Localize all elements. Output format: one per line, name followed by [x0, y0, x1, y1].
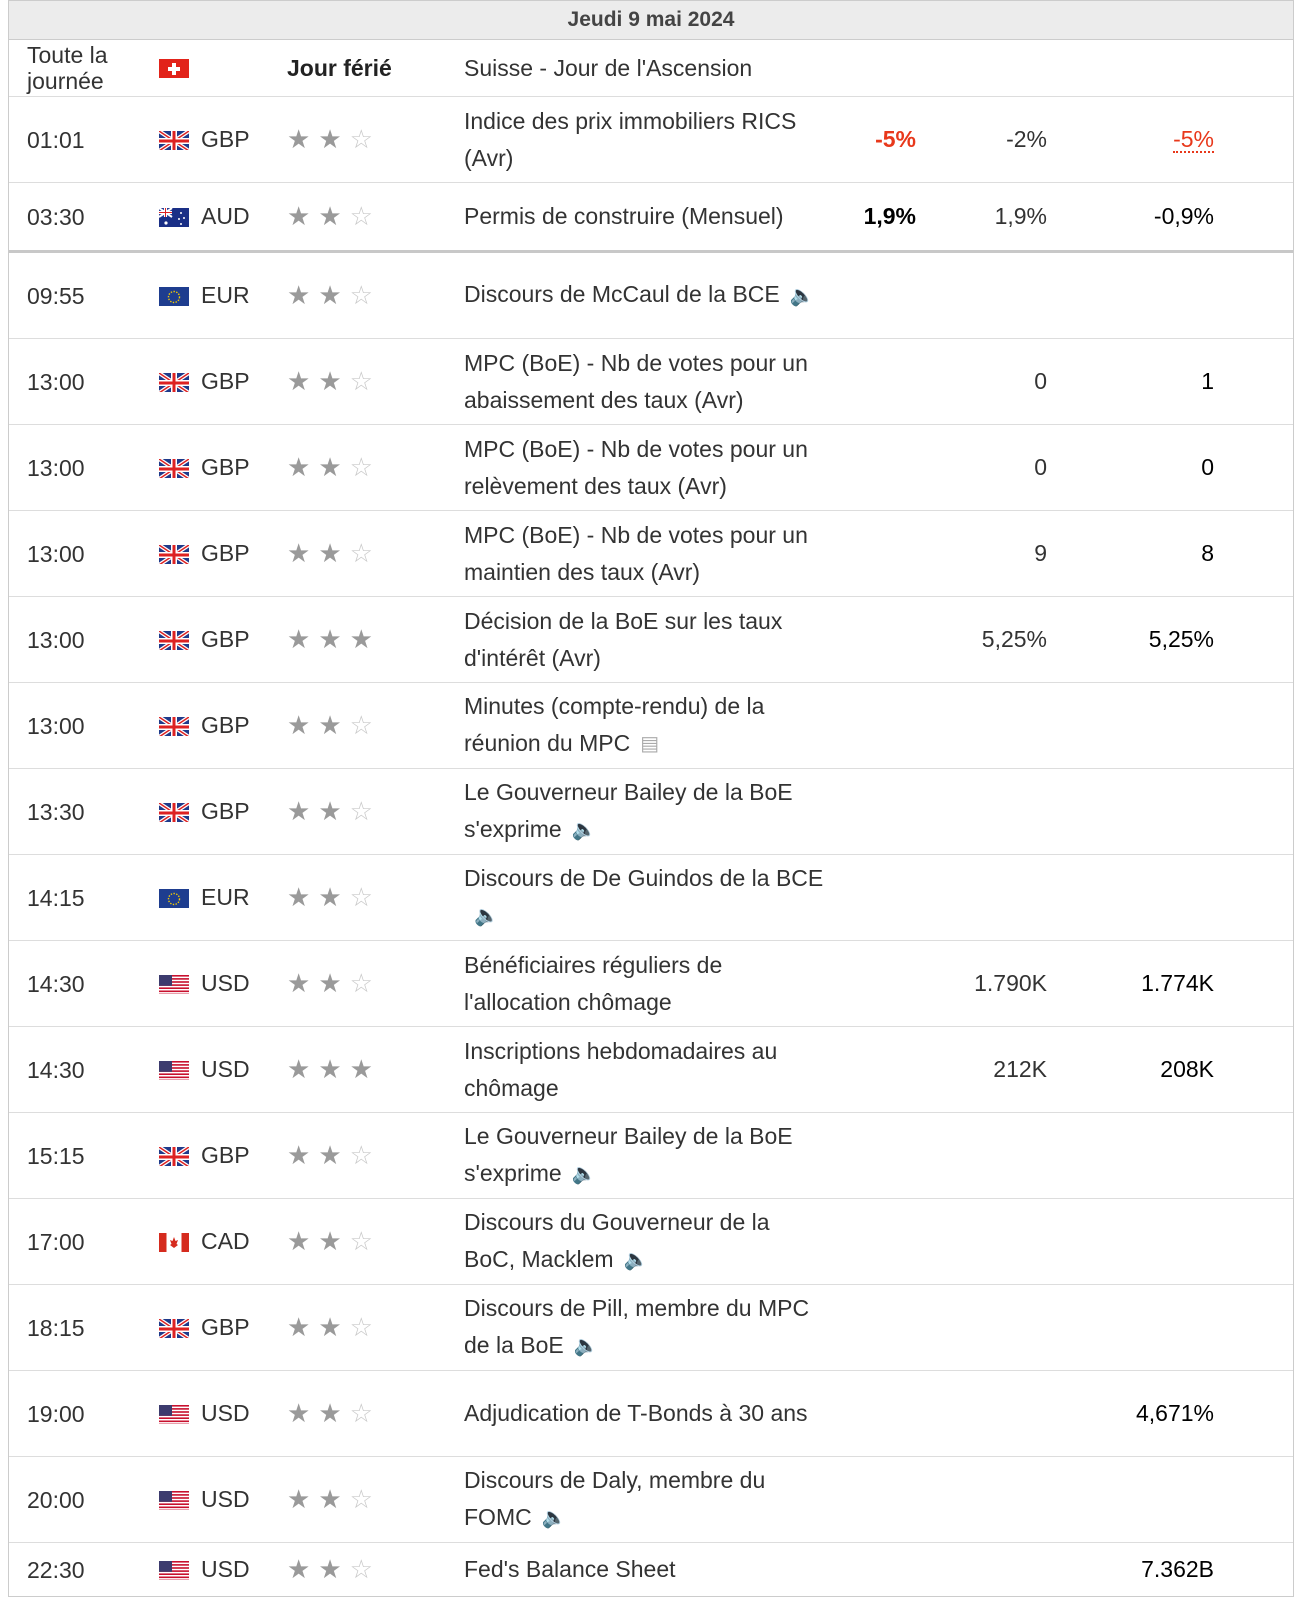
event-currency: GBP — [201, 683, 281, 768]
star-icon: ★ — [318, 624, 341, 655]
event-previous — [1069, 855, 1214, 940]
event-currency: GBP — [201, 97, 281, 182]
event-row[interactable] — [9, 511, 1293, 597]
event-title[interactable]: Discours de McCaul de la BCE — [464, 281, 780, 307]
star-icon: ★ — [287, 968, 310, 999]
star-icon: ★ — [287, 1054, 310, 1085]
star-icon: ☆ — [350, 366, 373, 397]
event-previous — [1069, 941, 1214, 1026]
event-forecast — [929, 1285, 1047, 1370]
event-currency: EUR — [201, 855, 281, 940]
event-time: 13:30 — [27, 769, 147, 854]
event-forecast — [929, 769, 1047, 854]
event-title[interactable]: Le Gouverneur Bailey de la BoE s'exprime — [464, 779, 793, 842]
event-name[interactable] — [464, 97, 824, 182]
importance-rating — [287, 769, 407, 854]
flag-us-icon — [159, 1543, 189, 1596]
event-previous — [1069, 1371, 1214, 1456]
importance-rating — [287, 1113, 407, 1198]
importance-rating — [287, 1285, 407, 1370]
event-currency: USD — [201, 1543, 281, 1596]
event-currency: GBP — [201, 1113, 281, 1198]
event-name[interactable] — [464, 1027, 824, 1112]
star-icon: ★ — [318, 968, 341, 999]
star-icon: ★ — [318, 452, 341, 483]
star-icon: ★ — [287, 366, 310, 397]
importance-rating — [287, 1199, 407, 1284]
event-previous — [1069, 425, 1214, 510]
star-icon: ★ — [287, 882, 310, 913]
event-actual — [789, 1199, 916, 1284]
speaker-icon: 🔈 — [574, 1328, 599, 1365]
event-forecast: 9 — [929, 511, 1047, 596]
event-row[interactable] — [9, 1113, 1293, 1199]
event-forecast — [929, 1543, 1047, 1596]
event-title[interactable]: Décision de la BoE sur les taux d'intérêt (Avr) — [464, 608, 782, 671]
star-icon: ☆ — [350, 1140, 373, 1171]
star-icon: ★ — [287, 538, 310, 569]
event-currency: CAD — [201, 1199, 281, 1284]
event-forecast: 0 — [929, 425, 1047, 510]
event-title[interactable]: MPC (BoE) - Nb de votes pour un relèvement des taux (Avr) — [464, 436, 808, 499]
event-actual — [789, 855, 916, 940]
event-time: 03:30 — [27, 183, 147, 250]
importance-rating — [287, 183, 407, 250]
event-row[interactable] — [9, 1371, 1293, 1457]
event-actual — [789, 183, 916, 250]
event-currency: GBP — [201, 597, 281, 682]
flag-us-icon — [159, 941, 189, 1026]
event-time: 14:15 — [27, 855, 147, 940]
event-previous — [1069, 511, 1214, 596]
event-forecast: 5,25% — [929, 597, 1047, 682]
event-name[interactable] — [464, 855, 824, 940]
importance-rating — [287, 1543, 407, 1596]
event-row[interactable] — [9, 855, 1293, 941]
event-title[interactable]: Discours de Daly, membre du FOMC — [464, 1467, 765, 1530]
event-actual — [789, 253, 916, 338]
event-row[interactable] — [9, 425, 1293, 511]
holiday-row[interactable] — [9, 40, 1293, 97]
event-name[interactable] — [464, 683, 824, 768]
star-icon: ★ — [318, 1054, 341, 1085]
event-currency: USD — [201, 1457, 281, 1542]
event-name[interactable] — [464, 1285, 824, 1370]
star-icon: ☆ — [350, 1226, 373, 1257]
event-name[interactable] — [464, 1371, 824, 1456]
flag-us-icon — [159, 1457, 189, 1542]
star-icon: ★ — [318, 280, 341, 311]
event-title[interactable]: Inscriptions hebdomadaires au chômage — [464, 1038, 777, 1101]
previous-value: -0,9% — [1154, 203, 1214, 230]
event-previous — [1069, 183, 1214, 250]
importance-rating — [287, 1371, 407, 1456]
event-actual — [789, 597, 916, 682]
importance-rating — [287, 941, 407, 1026]
event-time: 20:00 — [27, 1457, 147, 1542]
event-title[interactable]: Bénéficiaires réguliers de l'allocation chômage — [464, 952, 722, 1015]
event-previous — [1069, 1285, 1214, 1370]
event-name[interactable] — [464, 941, 824, 1026]
event-actual — [789, 1457, 916, 1542]
flag-gb-icon — [159, 339, 189, 424]
star-icon: ★ — [318, 538, 341, 569]
event-name[interactable] — [464, 511, 824, 596]
event-currency: USD — [201, 1371, 281, 1456]
holiday-time: Toute la journée — [27, 40, 147, 96]
flag-gb-icon — [159, 425, 189, 510]
event-forecast: 0 — [929, 339, 1047, 424]
event-time: 15:15 — [27, 1113, 147, 1198]
event-previous — [1069, 1457, 1214, 1542]
importance-rating — [287, 97, 407, 182]
star-icon: ★ — [287, 280, 310, 311]
event-name[interactable] — [464, 597, 824, 682]
event-time: 13:00 — [27, 683, 147, 768]
importance-rating — [287, 683, 407, 768]
event-forecast — [929, 855, 1047, 940]
speaker-icon: 🔈 — [542, 1500, 567, 1537]
previous-value[interactable]: -5% — [1173, 127, 1214, 153]
star-icon: ★ — [287, 1226, 310, 1257]
event-actual — [789, 511, 916, 596]
flag-gb-icon — [159, 769, 189, 854]
event-time: 22:30 — [27, 1543, 147, 1596]
star-icon: ★ — [287, 624, 310, 655]
importance-rating — [287, 1457, 407, 1542]
event-previous — [1069, 339, 1214, 424]
event-actual — [789, 1027, 916, 1112]
event-previous — [1069, 253, 1214, 338]
flag-eu-icon — [159, 855, 189, 940]
star-icon: ★ — [318, 201, 341, 232]
star-icon: ★ — [350, 1054, 373, 1085]
importance-rating — [287, 425, 407, 510]
star-icon: ★ — [318, 366, 341, 397]
star-icon: ★ — [287, 1312, 310, 1343]
event-currency: EUR — [201, 253, 281, 338]
event-previous — [1069, 683, 1214, 768]
event-row[interactable] — [9, 769, 1293, 855]
importance-rating — [287, 855, 407, 940]
event-time: 13:00 — [27, 597, 147, 682]
economic-calendar — [8, 0, 1294, 1597]
star-icon: ★ — [318, 124, 341, 155]
event-forecast: 1,9% — [929, 183, 1047, 250]
star-icon: ★ — [318, 1312, 341, 1343]
star-icon: ☆ — [350, 124, 373, 155]
event-row[interactable] — [9, 1457, 1293, 1543]
star-icon: ☆ — [350, 538, 373, 569]
speaker-icon: 🔈 — [474, 898, 499, 935]
star-icon: ☆ — [350, 201, 373, 232]
speaker-icon: 🔈 — [572, 1156, 597, 1193]
event-time: 01:01 — [27, 97, 147, 182]
star-icon: ☆ — [350, 280, 373, 311]
event-forecast — [929, 253, 1047, 338]
event-currency: GBP — [201, 511, 281, 596]
event-title[interactable]: Le Gouverneur Bailey de la BoE s'exprime — [464, 1123, 793, 1186]
event-title[interactable]: MPC (BoE) - Nb de votes pour un maintien des taux (Avr) — [464, 522, 808, 585]
star-icon: ☆ — [350, 1554, 373, 1585]
event-row[interactable] — [9, 1285, 1293, 1371]
star-icon: ★ — [318, 1398, 341, 1429]
event-name[interactable] — [464, 1199, 824, 1284]
event-actual — [789, 1371, 916, 1456]
star-icon: ☆ — [350, 1398, 373, 1429]
event-forecast: 1.790K — [929, 941, 1047, 1026]
event-name[interactable] — [464, 1113, 824, 1198]
event-actual — [789, 1113, 916, 1198]
event-row[interactable] — [9, 253, 1293, 339]
event-title[interactable]: Indice des prix immobiliers RICS (Avr) — [464, 108, 796, 171]
event-title[interactable]: Adjudication de T-Bonds à 30 ans — [464, 1400, 808, 1426]
flag-us-icon — [159, 1027, 189, 1112]
event-forecast — [929, 1371, 1047, 1456]
event-row[interactable] — [9, 1543, 1293, 1596]
event-time: 13:00 — [27, 425, 147, 510]
star-icon: ★ — [318, 1484, 341, 1515]
event-time: 19:00 — [27, 1371, 147, 1456]
event-row[interactable] — [9, 1199, 1293, 1285]
event-time: 18:15 — [27, 1285, 147, 1370]
event-title[interactable]: Discours de De Guindos de la BCE — [464, 865, 823, 891]
event-name[interactable] — [464, 339, 824, 424]
flag-gb-icon — [159, 511, 189, 596]
star-icon: ★ — [287, 201, 310, 232]
event-name[interactable] — [464, 183, 824, 250]
previous-value: 1 — [1201, 368, 1214, 395]
previous-value: 7.362B — [1141, 1556, 1214, 1583]
flag-gb-icon — [159, 597, 189, 682]
star-icon: ★ — [318, 882, 341, 913]
event-title[interactable]: Discours du Gouverneur de la BoC, Macklem — [464, 1209, 770, 1272]
event-forecast: -2% — [929, 97, 1047, 182]
flag-gb-icon — [159, 1113, 189, 1198]
event-name[interactable] — [464, 1543, 824, 1596]
event-previous — [1069, 769, 1214, 854]
flag-gb-icon — [159, 683, 189, 768]
event-previous — [1069, 97, 1214, 182]
event-previous — [1069, 597, 1214, 682]
event-title[interactable]: MPC (BoE) - Nb de votes pour un abaissement des taux (Avr) — [464, 350, 808, 413]
event-forecast — [929, 1113, 1047, 1198]
star-icon: ★ — [318, 796, 341, 827]
event-name[interactable] — [464, 769, 824, 854]
star-icon: ★ — [318, 1554, 341, 1585]
star-icon: ☆ — [350, 796, 373, 827]
event-actual — [789, 1285, 916, 1370]
star-icon: ★ — [287, 1554, 310, 1585]
star-icon: ★ — [287, 124, 310, 155]
previous-value: 208K — [1160, 1056, 1214, 1083]
event-row[interactable] — [9, 1027, 1293, 1113]
previous-value: 8 — [1201, 540, 1214, 567]
event-row[interactable] — [9, 97, 1293, 183]
star-icon: ☆ — [350, 1484, 373, 1515]
actual-value: 1,9% — [864, 203, 916, 230]
event-time: 14:30 — [27, 1027, 147, 1112]
event-currency: AUD — [201, 183, 281, 250]
event-previous — [1069, 1113, 1214, 1198]
flag-ch-icon — [159, 40, 189, 96]
event-actual — [789, 425, 916, 510]
flag-ca-icon — [159, 1199, 189, 1284]
star-icon: ★ — [318, 1140, 341, 1171]
speaker-icon: 🔈 — [624, 1242, 649, 1279]
actual-value: -5% — [875, 126, 916, 153]
event-title[interactable]: Discours de Pill, membre du MPC de la BoE — [464, 1295, 809, 1358]
event-forecast — [929, 683, 1047, 768]
star-icon: ★ — [350, 624, 373, 655]
star-icon: ☆ — [350, 882, 373, 913]
event-row[interactable] — [9, 339, 1293, 425]
star-icon: ★ — [287, 1398, 310, 1429]
event-previous — [1069, 1027, 1214, 1112]
event-time: 09:55 — [27, 253, 147, 338]
event-currency: USD — [201, 1027, 281, 1112]
event-forecast: 212K — [929, 1027, 1047, 1112]
event-forecast — [929, 1457, 1047, 1542]
event-time: 14:30 — [27, 941, 147, 1026]
document-icon: ▤ — [640, 726, 659, 763]
star-icon: ★ — [287, 710, 310, 741]
flag-eu-icon — [159, 253, 189, 338]
event-title[interactable]: Fed's Balance Sheet — [464, 1556, 676, 1582]
star-icon: ☆ — [350, 1312, 373, 1343]
event-forecast — [929, 1199, 1047, 1284]
star-icon: ★ — [318, 710, 341, 741]
event-currency: USD — [201, 941, 281, 1026]
star-icon: ★ — [287, 1484, 310, 1515]
event-name[interactable] — [464, 253, 824, 338]
event-actual — [789, 683, 916, 768]
event-actual — [789, 1543, 916, 1596]
event-actual — [789, 941, 916, 1026]
speaker-icon: 🔈 — [790, 278, 815, 315]
star-icon: ★ — [318, 1226, 341, 1257]
speaker-icon: 🔈 — [572, 812, 597, 849]
importance-rating — [287, 597, 407, 682]
importance-rating — [287, 253, 407, 338]
star-icon: ★ — [287, 1140, 310, 1171]
star-icon: ☆ — [350, 452, 373, 483]
star-icon: ☆ — [350, 710, 373, 741]
importance-rating — [287, 1027, 407, 1112]
flag-gb-icon — [159, 97, 189, 182]
previous-value: 4,671% — [1136, 1400, 1214, 1427]
event-name[interactable] — [464, 425, 824, 510]
star-icon: ★ — [287, 452, 310, 483]
event-actual — [789, 97, 916, 182]
event-title[interactable]: Minutes (compte-rendu) de la réunion du MPC — [464, 693, 764, 756]
event-currency: GBP — [201, 425, 281, 510]
holiday-event[interactable]: Suisse - Jour de l'Ascension — [464, 40, 824, 96]
previous-value: 1.774K — [1141, 970, 1214, 997]
date-header: Jeudi 9 mai 2024 — [9, 0, 1293, 40]
event-actual — [789, 769, 916, 854]
event-time: 17:00 — [27, 1199, 147, 1284]
flag-au-icon — [159, 183, 189, 250]
importance-rating — [287, 511, 407, 596]
star-icon: ☆ — [350, 968, 373, 999]
holiday-label: Jour férié — [287, 40, 407, 96]
previous-value: 0 — [1201, 454, 1214, 481]
star-icon: ★ — [287, 796, 310, 827]
event-currency: GBP — [201, 769, 281, 854]
flag-us-icon — [159, 1371, 189, 1456]
previous-value: 5,25% — [1149, 626, 1214, 653]
event-row[interactable] — [9, 941, 1293, 1027]
event-previous — [1069, 1543, 1214, 1596]
event-time: 13:00 — [27, 339, 147, 424]
event-name[interactable] — [464, 1457, 824, 1542]
event-currency: GBP — [201, 1285, 281, 1370]
event-time: 13:00 — [27, 511, 147, 596]
event-row[interactable] — [9, 597, 1293, 683]
flag-gb-icon — [159, 1285, 189, 1370]
importance-rating — [287, 339, 407, 424]
event-row[interactable] — [9, 183, 1293, 253]
event-row[interactable] — [9, 683, 1293, 769]
event-actual — [789, 339, 916, 424]
event-previous — [1069, 1199, 1214, 1284]
event-currency: GBP — [201, 339, 281, 424]
event-title[interactable]: Permis de construire (Mensuel) — [464, 203, 784, 229]
